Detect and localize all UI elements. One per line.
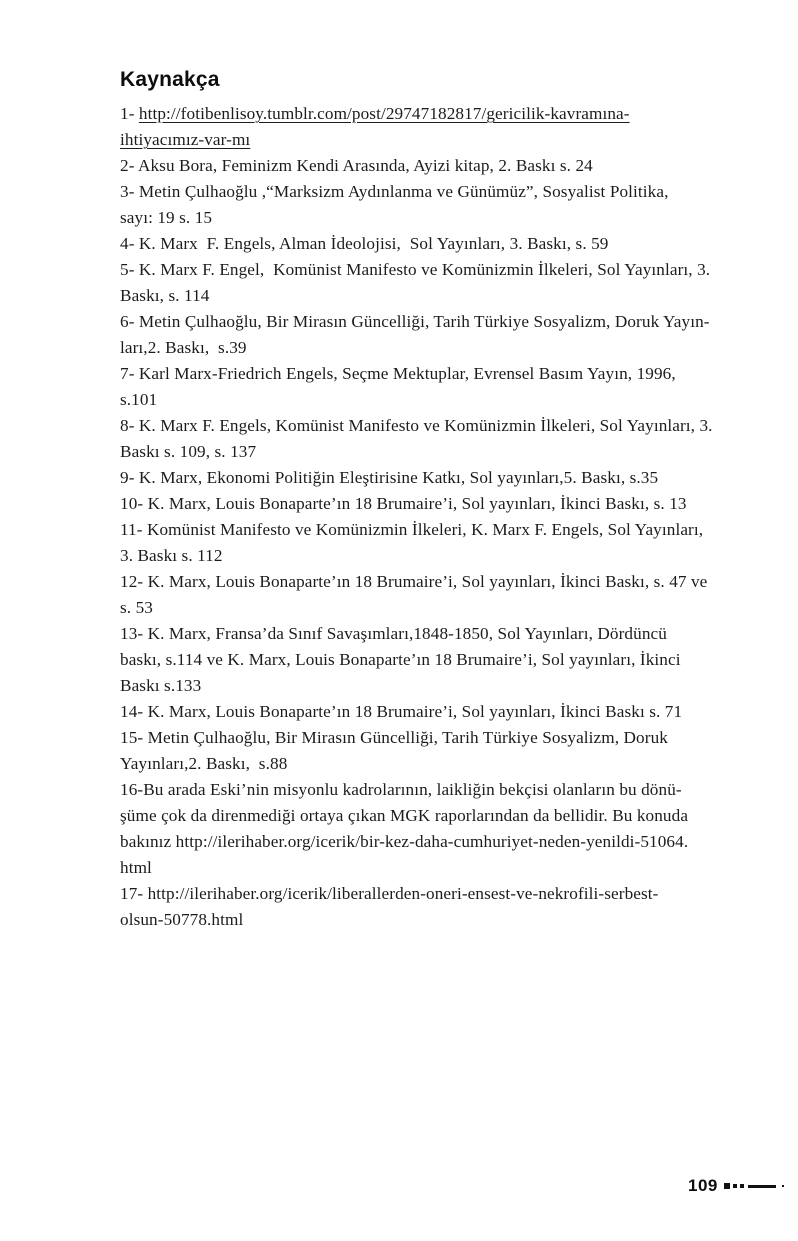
page-title: Kaynakça — [120, 68, 220, 91]
reference-entry-9 — [120, 465, 752, 491]
reference-line: 2- Aksu Bora, Feminizm Kendi Arasında, Ayizi kitap, 2. Baskı s. 24 — [120, 156, 593, 175]
reference-line: ları,2. Baskı, s.39 — [120, 338, 247, 357]
reference-line: 3. Baskı s. 112 — [120, 546, 223, 565]
reference-line: html — [120, 858, 152, 877]
reference-line: 5- K. Marx F. Engel, Komünist Manifesto ve Komünizmin İlkeleri, Sol Yayınları, 3. — [120, 260, 711, 279]
ornament-square-small — [740, 1184, 744, 1188]
reference-line: 6- Metin Çulhaoğlu, Bir Mirasın Güncelliği, Tarih Türkiye Sosyalizm, Doruk Yayın- — [120, 312, 710, 331]
bibliography-page — [120, 68, 752, 933]
reference-line: 15- Metin Çulhaoğlu, Bir Mirasın Güncelliği, Tarih Türkiye Sosyalizm, Doruk — [120, 728, 668, 747]
reference-line: Baskı s.133 — [120, 676, 202, 695]
page-footer — [688, 1176, 784, 1196]
reference-line: 7- Karl Marx-Friedrich Engels, Seçme Mektuplar, Evrensel Basım Yayın, 1996, — [120, 364, 676, 383]
ornament-rule — [748, 1185, 776, 1188]
reference-entry-5 — [120, 257, 752, 309]
reference-line: 14- K. Marx, Louis Bonaparte’ın 18 Brumaire’i, Sol yayınları, İkinci Baskı s. 71 — [120, 702, 683, 721]
reference-entry-2 — [120, 153, 752, 179]
reference-entry-7 — [120, 361, 752, 413]
reference-entry-16 — [120, 777, 752, 881]
ornament-square-small — [733, 1184, 737, 1188]
reference-url-link[interactable]: http://fotibenlisoy.tumblr.com/post/29747182817/gericilik-kavramına- — [138, 104, 630, 123]
reference-entry-6 — [120, 309, 752, 361]
reference-line: s. 53 — [120, 598, 153, 617]
reference-line: Yayınları,2. Baskı, s.88 — [120, 754, 288, 773]
reference-line: sayı: 19 s. 15 — [120, 208, 213, 227]
reference-entry-17 — [120, 881, 752, 933]
reference-line: Baskı s. 109, s. 137 — [120, 442, 257, 461]
reference-entry-11 — [120, 517, 752, 569]
reference-line: 10- K. Marx, Louis Bonaparte’ın 18 Brumaire’i, Sol yayınları, İkinci Baskı, s. 13 — [120, 494, 687, 513]
page-number: 109 — [688, 1176, 718, 1195]
reference-line: 3- Metin Çulhaoğlu ,“Marksizm Aydınlanma ve Günümüz”, Sosyalist Politika, — [120, 182, 669, 201]
reference-line: 12- K. Marx, Louis Bonaparte’ın 18 Brumaire’i, Sol yayınları, İkinci Baskı, s. 47 ve — [120, 572, 708, 591]
reference-entry-1 — [120, 101, 752, 153]
reference-line: 8- K. Marx F. Engels, Komünist Manifesto ve Komünizmin İlkeleri, Sol Yayınları, 3. — [120, 416, 713, 435]
reference-entry-12 — [120, 569, 752, 621]
reference-line: 9- K. Marx, Ekonomi Politiğin Eleştirisine Katkı, Sol yayınları,5. Baskı, s.35 — [120, 468, 659, 487]
reference-line: 4- K. Marx F. Engels, Alman İdeolojisi, Sol Yayınları, 3. Baskı, s. 59 — [120, 234, 609, 253]
reference-line: 16-Bu arada Eski’nin misyonlu kadrolarının, laikliğin bekçisi olanların bu dönü- — [120, 780, 682, 799]
reference-line — [120, 127, 752, 153]
reference-line: 13- K. Marx, Fransa’da Sınıf Savaşımları,1848-1850, Sol Yayınları, Dördüncü — [120, 624, 667, 643]
reference-line: 11- Komünist Manifesto ve Komünizmin İlkeleri, K. Marx F. Engels, Sol Yayınları, — [120, 520, 704, 539]
reference-line: baskı, s.114 ve K. Marx, Louis Bonaparte’ın 18 Brumaire’i, Sol yayınları, İkinci — [120, 650, 681, 669]
reference-url-link[interactable]: ihtiyacımız-var-mı — [120, 130, 251, 149]
squares-rule-dot-ornament-icon — [724, 1183, 784, 1189]
reference-line: olsun-50778.html — [120, 910, 244, 929]
reference-line — [120, 101, 752, 127]
reference-line: şüme çok da direnmediği ortaya çıkan MGK raporlarından da bellidir. Bu konuda — [120, 806, 689, 825]
reference-entry-8 — [120, 413, 752, 465]
reference-line: 17- http://ilerihaber.org/icerik/liberallerden-oneri-ensest-ve-nekrofili-serbest- — [120, 884, 659, 903]
reference-entry-15 — [120, 725, 752, 777]
reference-number: 1- — [120, 104, 139, 123]
reference-entry-14 — [120, 699, 752, 725]
reference-line: s.101 — [120, 390, 158, 409]
reference-entry-10 — [120, 491, 752, 517]
reference-entry-4 — [120, 231, 752, 257]
ornament-dot — [782, 1185, 784, 1187]
reference-entry-13 — [120, 621, 752, 699]
reference-entry-3 — [120, 179, 752, 231]
ornament-square-large — [724, 1183, 730, 1189]
reference-line: bakınız http://ilerihaber.org/icerik/bir-kez-daha-cumhuriyet-neden-yenildi-51064. — [120, 832, 689, 851]
reference-line: Baskı, s. 114 — [120, 286, 210, 305]
